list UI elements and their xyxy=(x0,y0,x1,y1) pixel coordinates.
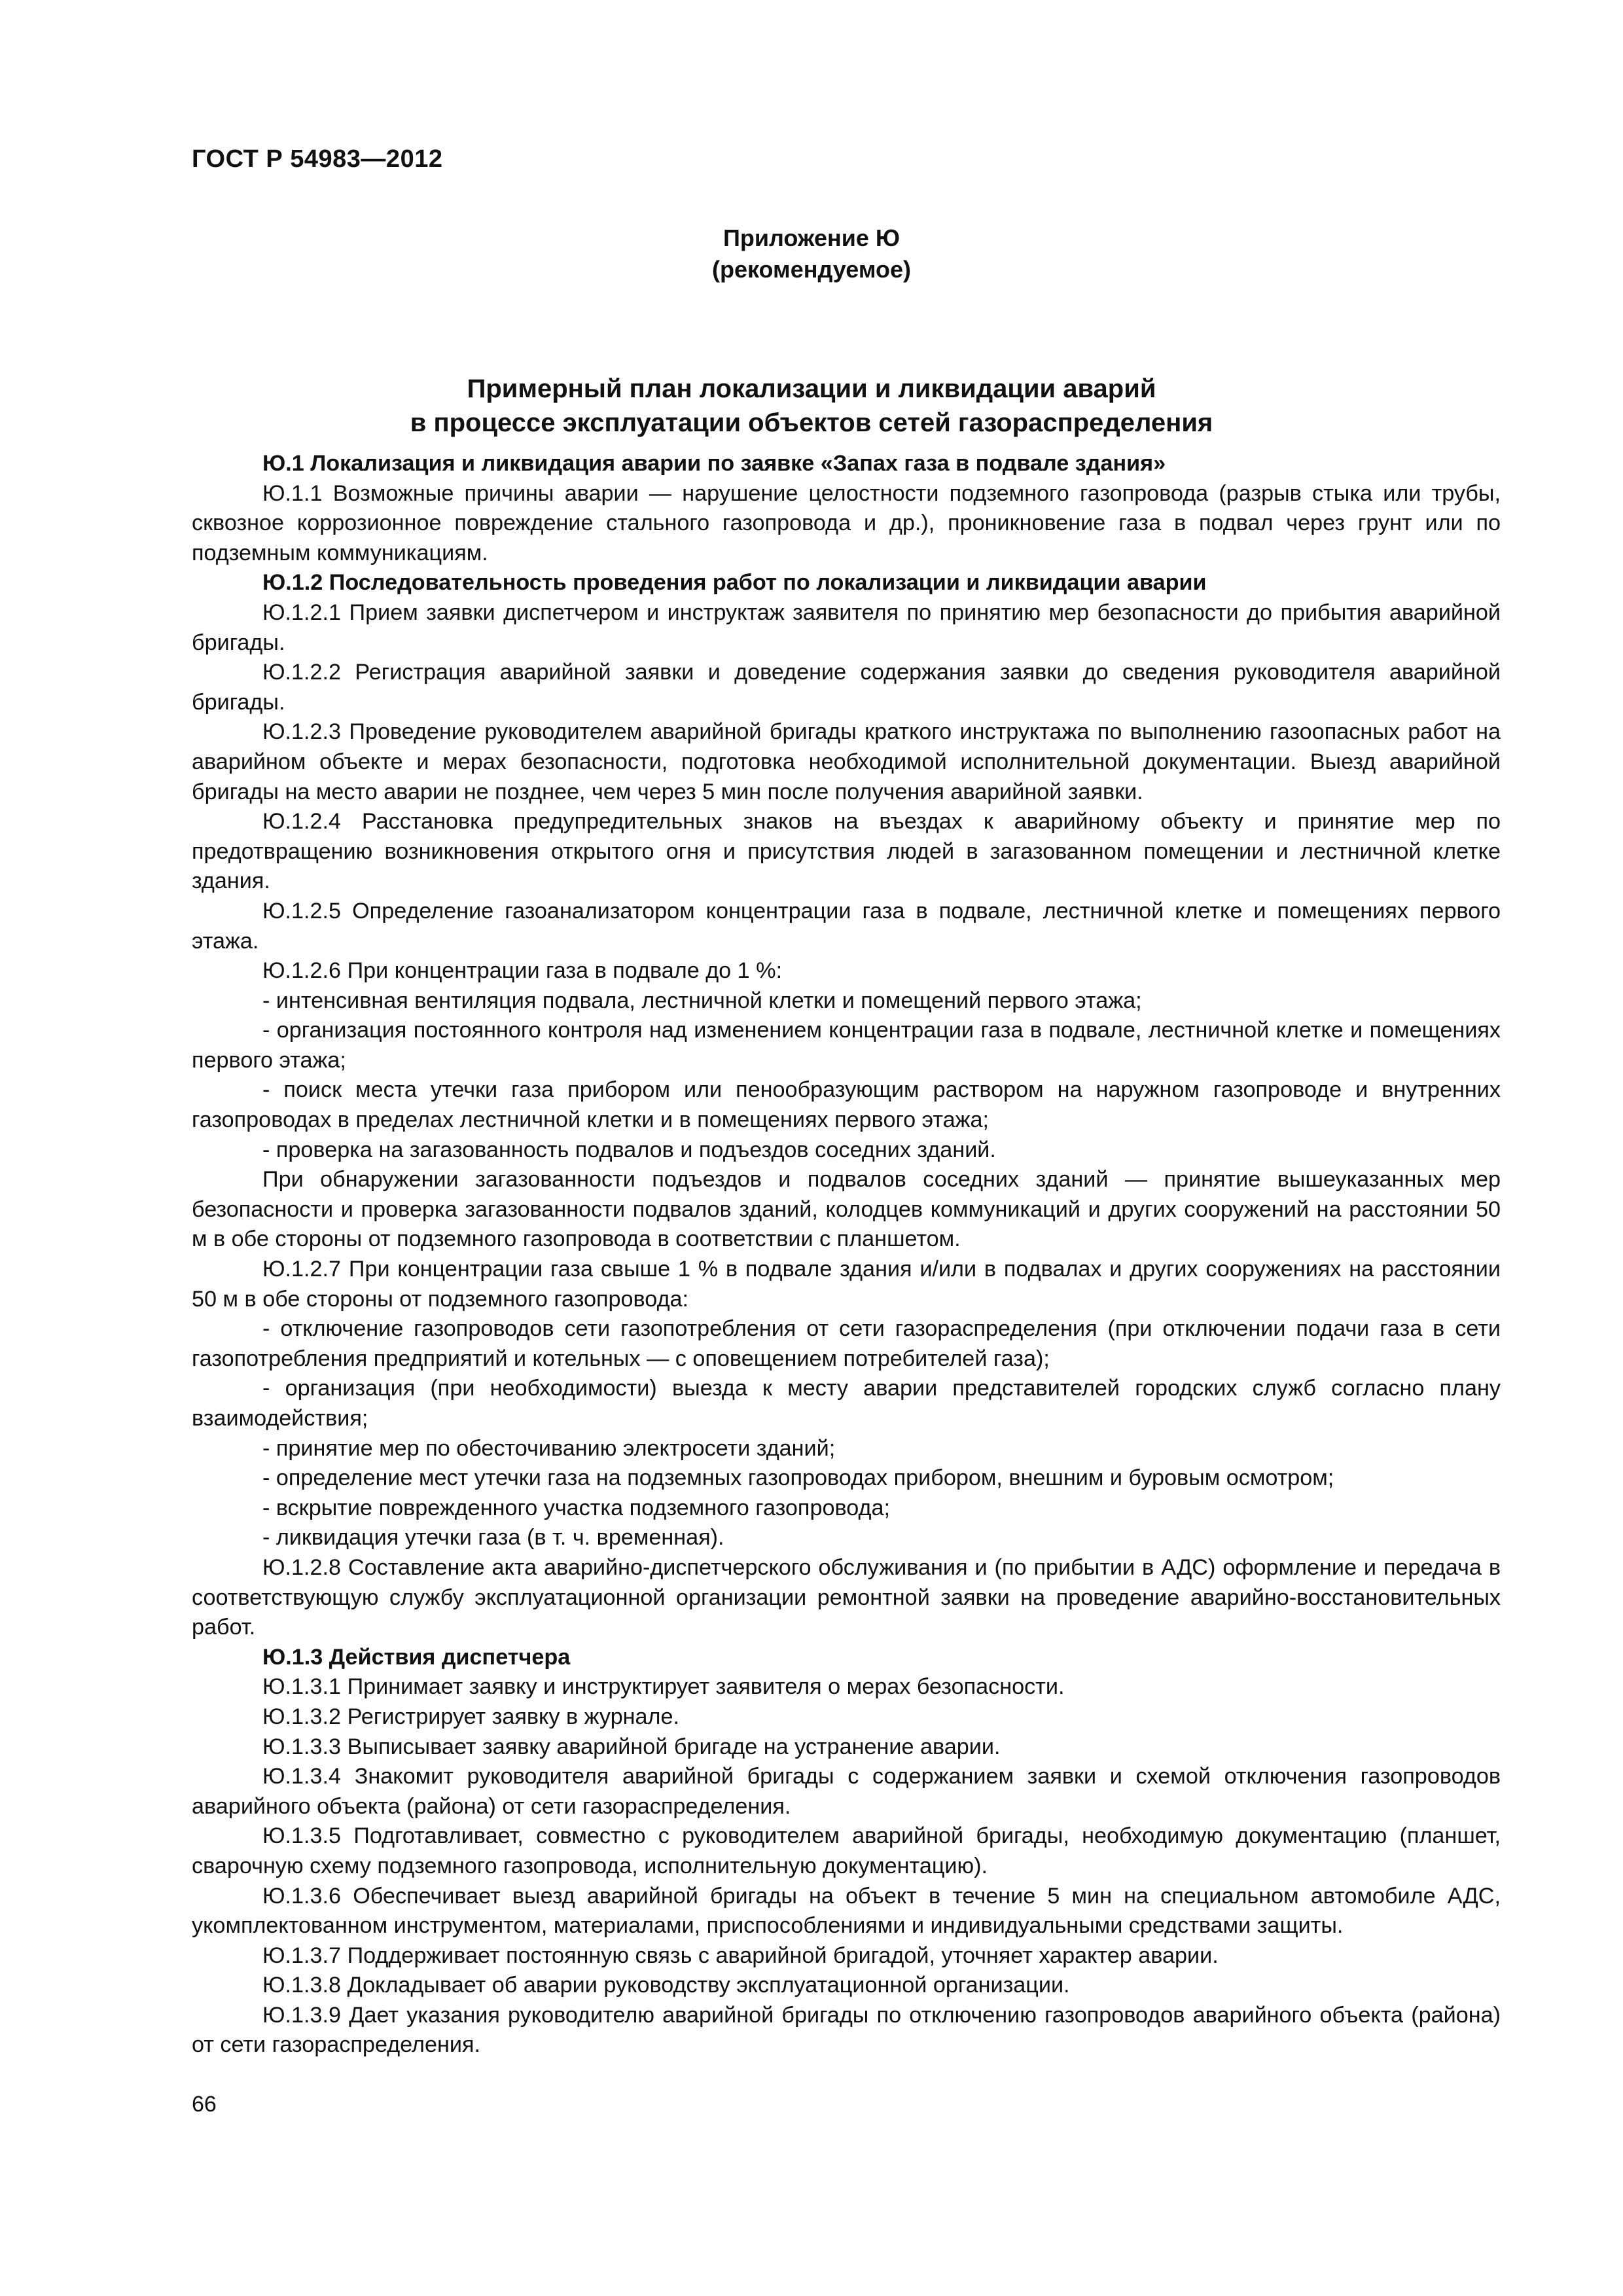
list-item: - организация постоянного контроля над изменением концентрации газа в подвале, лестничной клетке и помещениях первого этажа; xyxy=(192,1018,1501,1073)
annex-title-line-2: в процессе эксплуатации объектов сетей газораспределения xyxy=(410,408,1213,437)
page-number: 66 xyxy=(192,2092,217,2117)
subsection-heading: Ю.1.3 Действия диспетчера xyxy=(262,1644,571,1670)
list-item: - интенсивная вентиляция подвала, лестничной клетки и помещений первого этажа; xyxy=(262,988,1142,1013)
paragraph: Ю.1.2.3 Проведение руководителем аварийной бригады краткого инструктажа по выполнению газоопасных работ на аварийном объекте и мерах безопасности, подготовка необходимой исполнительной документации. Выезд аварийной бригады на место аварии не позднее, чем через 5 мин после получения аварийной заявки. xyxy=(192,719,1501,804)
paragraph: При обнаружении загазованности подъездов и подвалов соседних зданий — принятие вышеуказанных мер безопасности и проверка загазованности подвалов зданий, колодцев коммуникаций и других сооружений на расстоянии 50 м в обе стороны от подземного газопровода в соответствии с планшетом. xyxy=(192,1167,1501,1252)
paragraph: Ю.1.3.5 Подготавливает, совместно с руководителем аварийной бригады, необходимую документацию (планшет, сварочную схему подземного газопровода, исполнительную документацию). xyxy=(192,1823,1501,1878)
annex-title-line-1: Примерный план локализации и ликвидации аварий xyxy=(467,374,1156,403)
paragraph: Ю.1.3.7 Поддерживает постоянную связь с аварийной бригадой, уточняет характер аварии. xyxy=(262,1943,1219,1968)
paragraph: Ю.1.3.8 Докладывает об аварии руководству эксплуатационной организации. xyxy=(262,1973,1070,1998)
paragraph: Ю.1.3.3 Выписывает заявку аварийной бригаде на устранение аварии. xyxy=(262,1734,1001,1759)
annex-heading xyxy=(0,223,1623,285)
list-item: - отключение газопроводов сети газопотребления от сети газораспределения (при отключении подачи газа в сети газопотребления предприятий и котельных — с оповещением потребителей газа); xyxy=(192,1316,1501,1371)
list-item: - поиск места утечки газа прибором или пенообразующим раствором на наружном газопроводе и внутренних газопроводах в пределах лестничной клетки и в помещениях первого этажа; xyxy=(192,1077,1501,1133)
paragraph: Ю.1.3.2 Регистрирует заявку в журнале. xyxy=(262,1704,679,1729)
annex-name: Приложение Ю xyxy=(723,224,900,251)
list-item: - определение мест утечки газа на подземных газопроводах прибором, внешним и буровым осмотром; xyxy=(262,1465,1334,1491)
list-item: - принятие мер по обесточиванию электросети зданий; xyxy=(262,1435,836,1461)
document-body xyxy=(192,449,1501,2060)
paragraph: Ю.1.3.4 Знакомит руководителя аварийной бригады с содержанием заявки и схемой отключения газопроводов аварийного объекта (района) от сети газораспределения. xyxy=(192,1764,1501,1819)
subsection-heading: Ю.1.2 Последовательность проведения работ по локализации и ликвидации аварии xyxy=(262,570,1207,596)
paragraph: Ю.1.3.6 Обеспечивает выезд аварийной бригады на объект в течение 5 мин на специальном автомобиле АДС, укомплектованном инструментом, материалами, приспособлениями и индивидуальными средствами защиты. xyxy=(192,1883,1501,1939)
list-item: - ликвидация утечки газа (в т. ч. временная). xyxy=(262,1525,724,1551)
list-item: - вскрытие поврежденного участка подземного газопровода; xyxy=(262,1495,890,1520)
section-heading: Ю.1 Локализация и ликвидация аварии по заявке «Запах газа в подвале здания» xyxy=(262,451,1166,476)
paragraph: Ю.1.2.2 Регистрация аварийной заявки и доведение содержания заявки до сведения руководителя аварийной бригады. xyxy=(192,660,1501,715)
paragraph: Ю.1.1 Возможные причины аварии — нарушение целостности подземного газопровода (разрыв стыка или трубы, сквозное коррозионное повреждение стального газопровода и др.), проникновение газа в подвал через грунт или по подземным коммуникациям. xyxy=(192,480,1501,565)
list-item: - организация (при необходимости) выезда к месту аварии представителей городских служб согласно плану взаимодействия; xyxy=(192,1376,1501,1431)
paragraph: Ю.1.2.6 При концентрации газа в подвале до 1 %: xyxy=(262,958,783,984)
paragraph: Ю.1.2.1 Прием заявки диспетчером и инструктаж заявителя по принятию мер безопасности до прибытия аварийной бригады. xyxy=(192,600,1501,655)
paragraph: Ю.1.3.9 Дает указания руководителю аварийной бригады по отключению газопроводов аварийного объекта (района) от сети газораспределения. xyxy=(192,2002,1501,2058)
paragraph: Ю.1.3.1 Принимает заявку и инструктирует заявителя о мерах безопасности. xyxy=(262,1674,1065,1700)
standard-designation: ГОСТ Р 54983—2012 xyxy=(192,145,443,173)
paragraph: Ю.1.2.7 При концентрации газа свыше 1 % в подвале здания и/или в подвалах и других сооружениях на расстоянии 50 м в обе стороны от подземного газопровода: xyxy=(192,1257,1501,1312)
paragraph: Ю.1.2.5 Определение газоанализатором концентрации газа в подвале, лестничной клетке и помещениях первого этажа. xyxy=(192,898,1501,954)
annex-title xyxy=(0,372,1623,440)
annex-status: (рекомендуемое) xyxy=(712,256,911,283)
paragraph: Ю.1.2.4 Расстановка предупредительных знаков на въездах к аварийному объекту и принятие мер по предотвращению возникновения открытого огня и присутствия людей в загазованном помещении и лестничной клетке здания. xyxy=(192,809,1501,894)
paragraph: Ю.1.2.8 Составление акта аварийно-диспетчерского обслуживания и (по прибытии в АДС) оформление и передача в соответствующую службу эксплуатационной организации ремонтной заявки на проведение аварийно-восстановительных работ. xyxy=(192,1554,1501,1640)
list-item: - проверка на загазованность подвалов и подъездов соседних зданий. xyxy=(262,1137,996,1162)
